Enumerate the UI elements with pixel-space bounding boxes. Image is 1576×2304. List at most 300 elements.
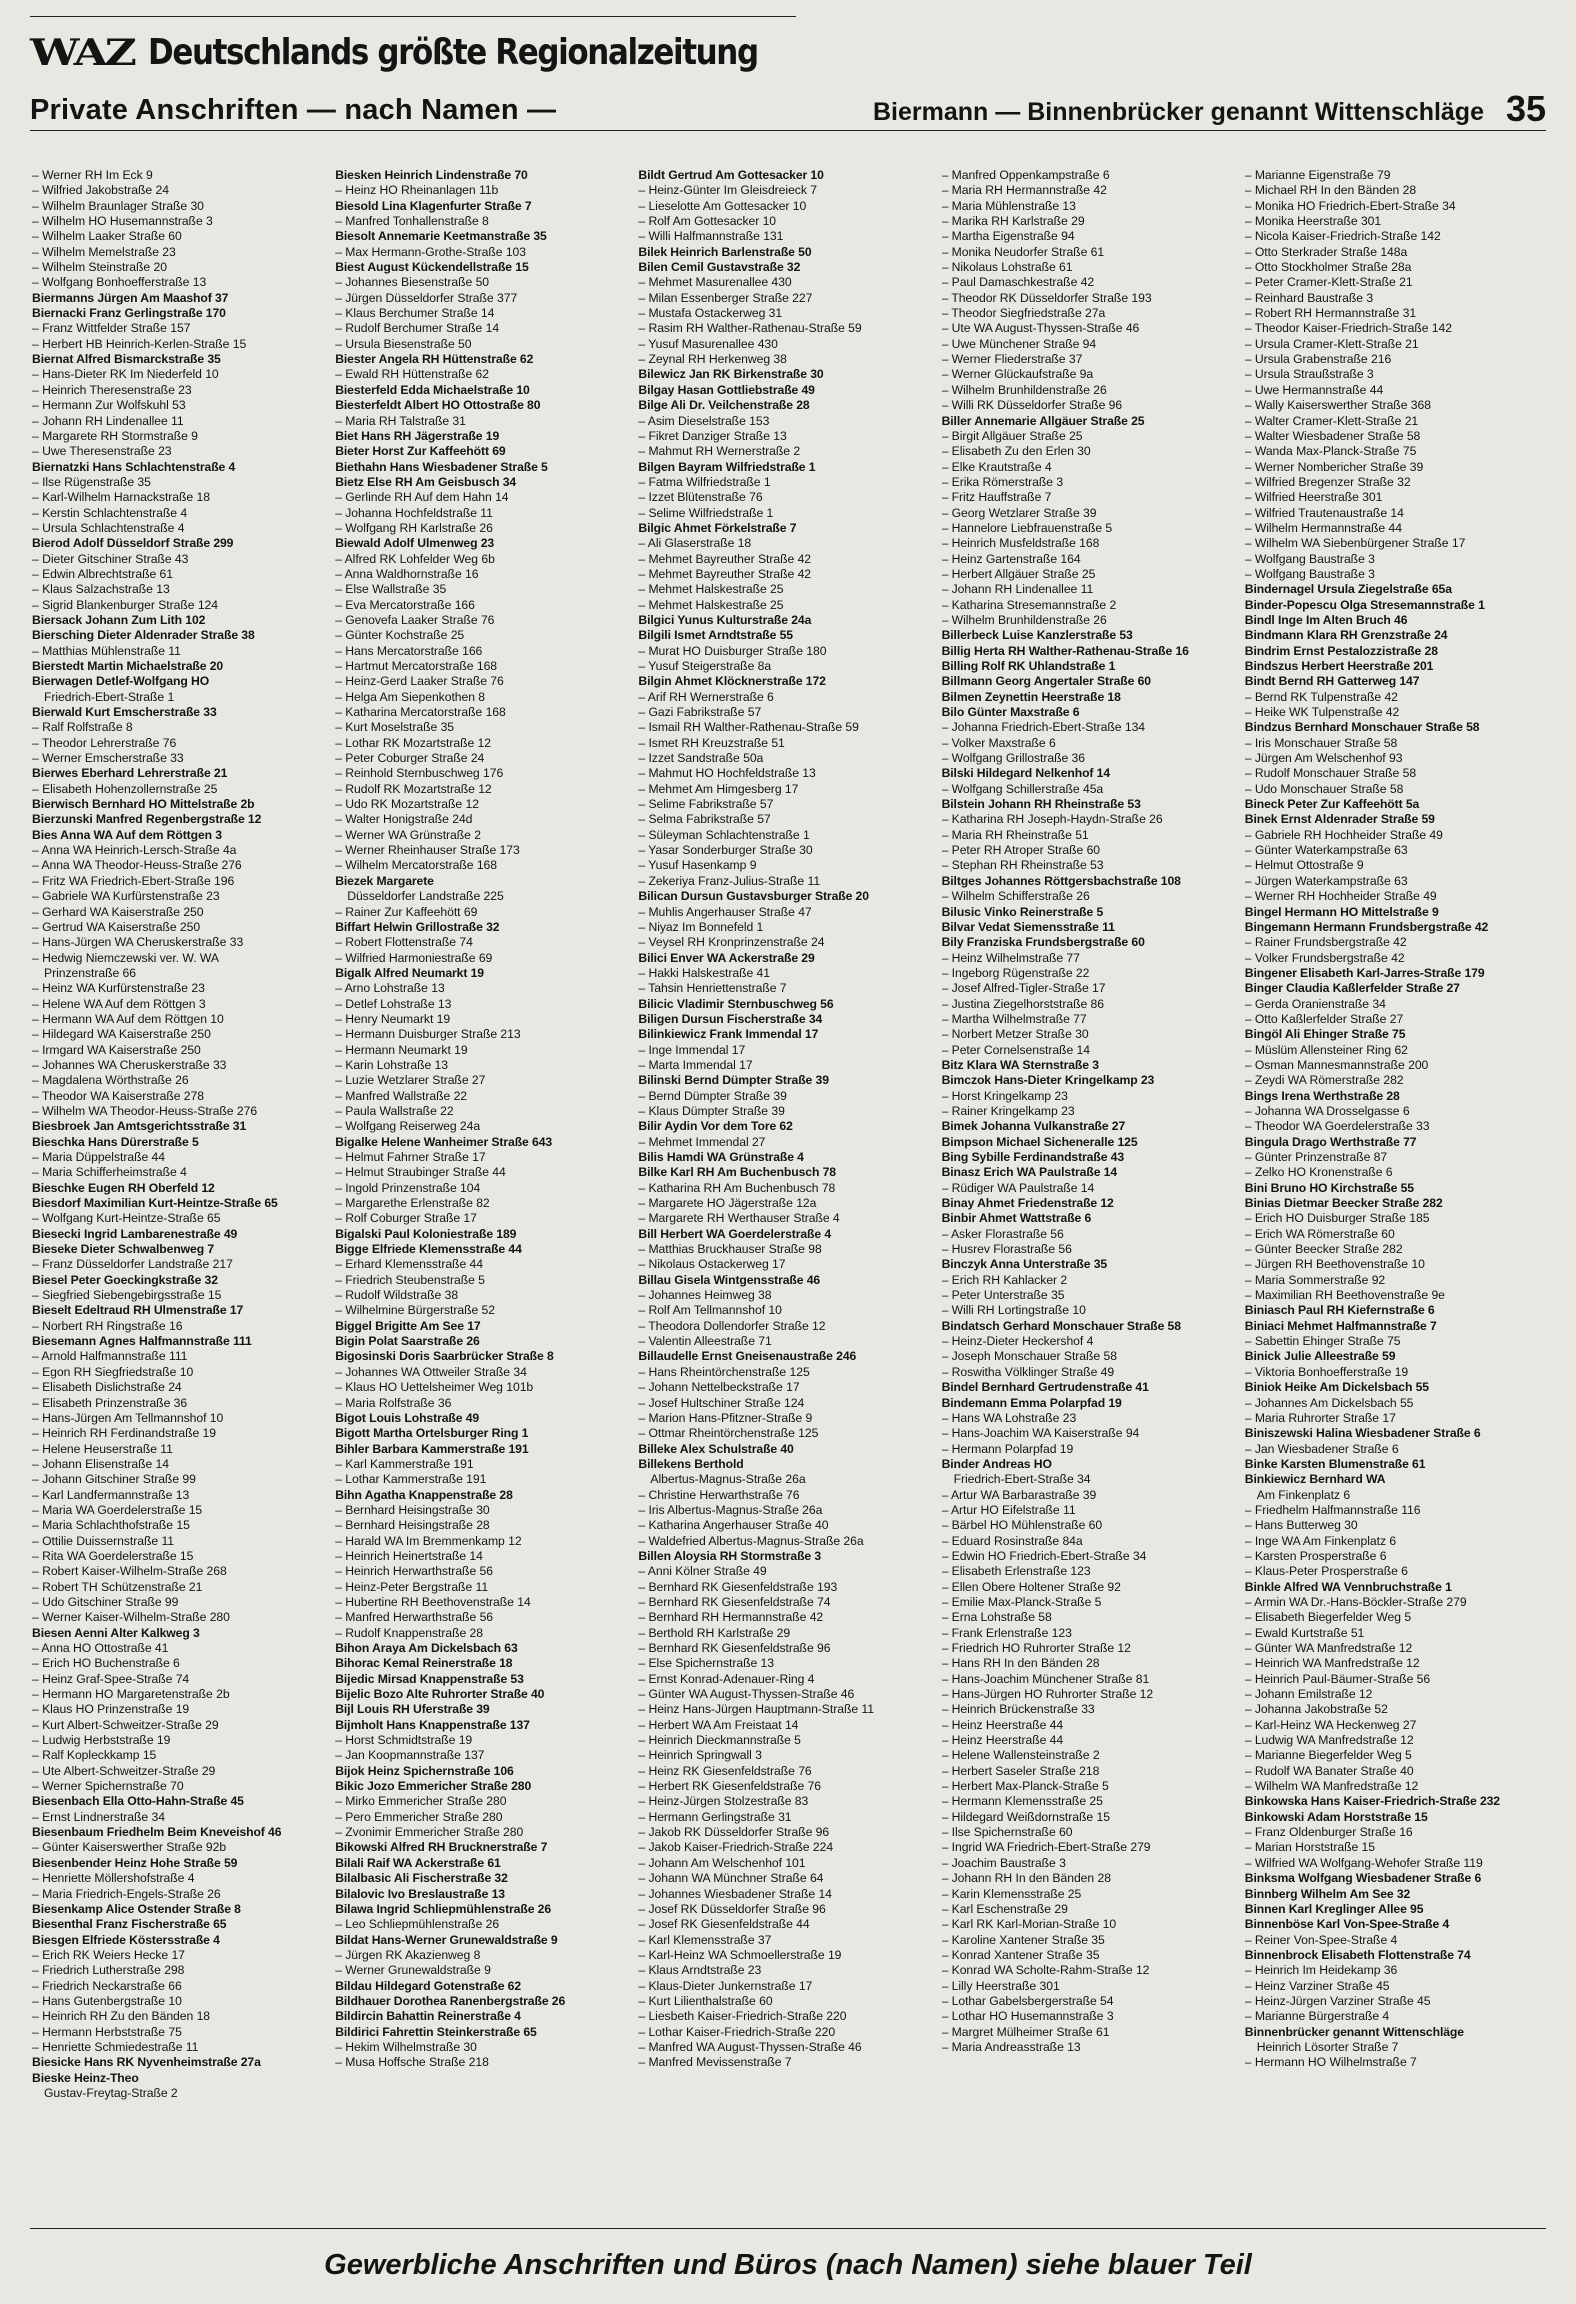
listing-entry: – Rudolf Berchumer Straße 14 bbox=[335, 321, 500, 336]
listing-surname-entry: Bily Franziska Frundsbergstraße 60 bbox=[941, 935, 1145, 950]
listing-surname-entry: Bilen Cemil Gustavstraße 32 bbox=[638, 260, 801, 275]
listing-entry: – Marion Hans-Pfitzner-Straße 9 bbox=[638, 1410, 813, 1425]
listing-entry: – Maria Sommerstraße 92 bbox=[1244, 1272, 1386, 1287]
listing-entry: – Heinz Wilhelmstraße 77 bbox=[941, 950, 1080, 965]
listing-entry: – Karl-Heinz WA Schmoellerstraße 19 bbox=[638, 1947, 842, 1962]
listing-surname-entry: Bies Anna WA Auf dem Röttgen 3 bbox=[32, 827, 222, 842]
listing-entry: – Otto Kaßlerfelder Straße 27 bbox=[1244, 1011, 1404, 1026]
listing-surname-entry: Bing Sybille Ferdinandstraße 43 bbox=[941, 1150, 1125, 1164]
listing-surname-entry: Binder-Popescu Olga Stresemannstraße 1 bbox=[1244, 597, 1485, 612]
listing-surname-entry: Bierstedt Martin Michaelstraße 20 bbox=[32, 659, 224, 673]
listing-entry: – Nikolaus Ostackerweg 17 bbox=[638, 1257, 786, 1272]
listing-surname-entry: Bigalke Helene Wanheimer Straße 643 bbox=[335, 1134, 553, 1149]
listing-entry: – Klaus Arndtstraße 23 bbox=[638, 1963, 762, 1978]
listing-entry: – Fikret Danziger Straße 13 bbox=[638, 428, 787, 443]
listing-surname-entry: Biesenthal Franz Fischerstraße 65 bbox=[32, 1917, 227, 1932]
listing-entry: – Werner Kaiser-Wilhelm-Straße 280 bbox=[32, 1610, 230, 1625]
listing-surname-entry: Bildhauer Dorothea Ranenbergstraße 26 bbox=[335, 1993, 566, 2008]
listing-surname-entry: Biesdorf Maximilian Kurt-Heintze-Straße 65 bbox=[32, 1196, 278, 1211]
listing-entry: – Maria Schlachthofstraße 15 bbox=[32, 1518, 190, 1533]
listing-entry: – Rudolf Monschauer Straße 58 bbox=[1244, 766, 1417, 781]
listing-surname-entry: Billeke Alex Schulstraße 40 bbox=[638, 1441, 794, 1456]
listing-entry: – Ingold Prinzenstraße 104 bbox=[335, 1180, 481, 1195]
listing-entry: – Elisabeth Dislichstraße 24 bbox=[32, 1380, 182, 1395]
listing-entry: – Hermann WA Auf dem Röttgen 10 bbox=[32, 1011, 224, 1026]
listing-entry: – Klaus Berchumer Straße 14 bbox=[335, 306, 495, 321]
listing-surname-entry: Bilalbasic Ali Fischerstraße 32 bbox=[335, 1871, 508, 1886]
listing-entry: – Katharina RH Am Buchenbusch 78 bbox=[638, 1180, 836, 1195]
listing-entry: – Jürgen Am Welschenhof 93 bbox=[1244, 751, 1403, 766]
listing-entry: – Maria Düppelstraße 44 bbox=[32, 1150, 165, 1164]
listing-entry: – Izzet Sandstraße 50a bbox=[638, 751, 764, 766]
listing-entry: – Margret Mülheimer Straße 61 bbox=[941, 2024, 1110, 2039]
listing-surname-entry: Bilvar Vedat Siemensstraße 11 bbox=[941, 919, 1115, 934]
listing-surname-entry: Binasz Erich WA Paulstraße 14 bbox=[941, 1165, 1118, 1180]
listing-entry: – Maria Friedrich-Engels-Straße 26 bbox=[32, 1886, 221, 1901]
listing-entry: – Klaus-Peter Prosperstraße 6 bbox=[1244, 1564, 1408, 1579]
listing-surname-entry: Bigott Martha Ortelsburger Ring 1 bbox=[335, 1426, 529, 1441]
listing-surname-entry: Bigge Elfriede Klemensstraße 44 bbox=[335, 1242, 522, 1257]
listing-surname-entry: Bieter Horst Zur Kaffeehött 69 bbox=[335, 444, 506, 459]
listing-entry: – Josef RK Düsseldorfer Straße 96 bbox=[638, 1901, 826, 1916]
listing-entry: – Peter Cornelsenstraße 14 bbox=[941, 1042, 1090, 1057]
listing-entry: – Josef Hultschiner Straße 124 bbox=[638, 1395, 805, 1410]
listing-column bbox=[1243, 168, 1546, 2101]
listing-surname-entry: Bingel Hermann HO Mittelstraße 9 bbox=[1244, 904, 1439, 919]
listing-surname-entry: Biesken Heinrich Lindenstraße 70 bbox=[335, 168, 528, 182]
listing-entry: – Johannes Biesenstraße 50 bbox=[335, 275, 490, 290]
listing-entry: – Maria Mühlenstraße 13 bbox=[941, 198, 1076, 213]
listing-entry: – Heinrich Herwarthstraße 56 bbox=[335, 1564, 493, 1579]
listing-entry: – Artur HO Eifelstraße 11 bbox=[941, 1502, 1076, 1517]
listing-entry: – Hans Gutenbergstraße 10 bbox=[32, 1993, 182, 2008]
listing-entry: – Margarete HO Jägerstraße 12a bbox=[638, 1196, 817, 1211]
listing-entry: – Hermann Neumarkt 19 bbox=[335, 1042, 468, 1057]
listing-surname-entry: Binke Karsten Blumenstraße 61 bbox=[1244, 1456, 1426, 1471]
listing-entry: – Uwe Hermannstraße 44 bbox=[1244, 382, 1384, 397]
listing-surname-entry: Binias Dietmar Beecker Straße 282 bbox=[1244, 1196, 1443, 1211]
listing-entry: – Franz Oldenburger Straße 16 bbox=[1244, 1825, 1413, 1840]
listing-entry: – Ottilie Duissernstraße 11 bbox=[32, 1533, 175, 1548]
listing-entry: – Reinhard Baustraße 3 bbox=[1244, 290, 1374, 305]
listing-entry: – Eduard Rosinstraße 84a bbox=[941, 1533, 1083, 1548]
listing-column bbox=[636, 168, 939, 2101]
listing-entry: – Siegfried Siebengebirgsstraße 15 bbox=[32, 1288, 222, 1303]
listing-surname-entry: Bill Herbert WA Goerdelerstraße 4 bbox=[638, 1226, 832, 1241]
listing-entry: – Sigrid Blankenburger Straße 124 bbox=[32, 597, 219, 612]
listing-entry: – Hans WA Lohstraße 23 bbox=[941, 1410, 1077, 1425]
listing-entry: – Bernhard RK Giesenfeldstraße 74 bbox=[638, 1594, 831, 1609]
listing-surname-entry: Bineck Peter Zur Kaffeehött 5a bbox=[1244, 797, 1420, 812]
listing-surname-entry: Bilawa Ingrid Schliepmühlenstraße 26 bbox=[335, 1901, 552, 1916]
name-range: Biermann — Binnenbrücker genannt Wittenschläge bbox=[873, 98, 1484, 126]
listing-entry: – Wolfgang Baustraße 3 bbox=[1244, 566, 1375, 581]
top-rule bbox=[30, 16, 796, 17]
listing-entry: – Hans-Jürgen Am Tellmannshof 10 bbox=[32, 1410, 224, 1425]
listing-entry: – Ernst Konrad-Adenauer-Ring 4 bbox=[638, 1671, 815, 1686]
listing-entry: – Heinrich Dieckmannstraße 5 bbox=[638, 1733, 801, 1748]
listing-entry: – Jürgen Waterkampstraße 63 bbox=[1244, 873, 1408, 888]
listing-surname-entry: Bingöl Ali Ehinger Straße 75 bbox=[1244, 1027, 1406, 1042]
listing-surname-entry: Bikic Jozo Emmericher Straße 280 bbox=[335, 1779, 532, 1794]
listing-surname-entry: Bindzus Bernhard Monschauer Straße 58 bbox=[1244, 720, 1480, 735]
listing-entry: – Mehmet Bayreuther Straße 42 bbox=[638, 551, 812, 566]
listing-entry: – Ralf Rolfstraße 8 bbox=[32, 720, 133, 735]
listing-entry: – Walter Honigstraße 24d bbox=[335, 812, 473, 827]
listing-surname-entry: Biethahn Hans Wiesbadener Straße 5 bbox=[335, 459, 548, 474]
listing-surname-entry: Bilir Aydin Vor dem Tore 62 bbox=[638, 1119, 793, 1134]
listing-entry: – Asker Florastraße 56 bbox=[941, 1226, 1064, 1241]
listing-entry: – Heinz Hans-Jürgen Hauptmann-Straße 11 bbox=[638, 1702, 874, 1717]
listing-entry: – Matthias Bruckhauser Straße 98 bbox=[638, 1242, 822, 1257]
listing-entry: – Udo Gitschiner Straße 99 bbox=[32, 1594, 179, 1609]
listing-surname-entry: Bildat Hans-Werner Grunewaldstraße 9 bbox=[335, 1932, 558, 1947]
listing-entry: – Mustafa Ostackerweg 31 bbox=[638, 306, 783, 321]
listing-column bbox=[30, 168, 333, 2101]
listing-surname-entry: Biet Hans RH Jägerstraße 19 bbox=[335, 428, 500, 443]
listing-entry: – Friedhelm Halfmannstraße 116 bbox=[1244, 1502, 1421, 1517]
listing-surname-entry: Billau Gisela Wintgensstraße 46 bbox=[638, 1272, 821, 1287]
listing-surname-entry: Bihorac Kemal Reinerstraße 18 bbox=[335, 1656, 513, 1671]
listing-entry: – Klaus HO Prinzenstraße 19 bbox=[32, 1702, 190, 1717]
listing-entry: – Arno Lohstraße 13 bbox=[335, 981, 445, 996]
listing-entry: – Ottmar Rheintörchenstraße 125 bbox=[638, 1426, 819, 1441]
listing-entry: – Herbert Allgäuer Straße 25 bbox=[941, 566, 1096, 581]
listing-surname-entry: Billekens Berthold bbox=[638, 1456, 744, 1471]
listing-surname-entry: Bindel Bernhard Gertrudenstraße 41 bbox=[941, 1380, 1149, 1395]
listing-entry: – Johannes Am Dickelsbach 55 bbox=[1244, 1395, 1414, 1410]
listing-entry: – Mirko Emmericher Straße 280 bbox=[335, 1794, 507, 1809]
listing-entry: – Otto Sterkrader Straße 148a bbox=[1244, 244, 1408, 259]
listing-entry: – Karl Kammerstraße 191 bbox=[335, 1456, 474, 1471]
listing-surname-entry: Biffart Helwin Grillostraße 32 bbox=[335, 919, 500, 934]
listing-surname-entry: Bini Bruno HO Kirchstraße 55 bbox=[1244, 1180, 1414, 1195]
listing-surname-entry: Bilici Enver WA Ackerstraße 29 bbox=[638, 950, 815, 965]
listing-entry: – Karsten Prosperstraße 6 bbox=[1244, 1548, 1387, 1563]
listing-surname-entry: Bindatsch Gerhard Monschauer Straße 58 bbox=[941, 1318, 1181, 1333]
listing-entry: – Ludwig Herbststraße 19 bbox=[32, 1733, 171, 1748]
listing-surname-entry: Bimek Johanna Vulkanstraße 27 bbox=[941, 1119, 1126, 1134]
listing-entry: – Werner Grunewaldstraße 9 bbox=[335, 1963, 491, 1978]
listing-entry: – Heinz Heerstraße 44 bbox=[941, 1733, 1064, 1748]
listing-entry: – Walter Cramer-Klett-Straße 21 bbox=[1244, 413, 1419, 428]
listing-entry: – Rudolf Wildstraße 38 bbox=[335, 1288, 459, 1303]
listing-entry: – Heinz-Peter Bergstraße 11 bbox=[335, 1579, 489, 1594]
listing-entry: – Hermann Klemensstraße 25 bbox=[941, 1794, 1103, 1809]
listing-surname-entry: Billen Aloysia RH Stormstraße 3 bbox=[638, 1548, 822, 1563]
listing-entry: – Waldefried Albertus-Magnus-Straße 26a bbox=[638, 1533, 864, 1548]
listing-entry: – Heinrich Paul-Bäumer-Straße 56 bbox=[1244, 1671, 1431, 1686]
listing-entry: – Jakob RK Düsseldorfer Straße 96 bbox=[638, 1825, 830, 1840]
listing-entry: – Maria Ruhrorter Straße 17 bbox=[1244, 1410, 1396, 1425]
listing-entry: – Margarethe Erlenstraße 82 bbox=[335, 1196, 490, 1211]
listing-surname-entry: Billaudelle Ernst Gneisenaustraße 246 bbox=[638, 1349, 857, 1364]
listing-entry: – Heinz HO Rheinanlagen 11b bbox=[335, 183, 499, 198]
listing-entry: – Hans Butterweg 30 bbox=[1244, 1518, 1358, 1533]
listing-surname-entry: Bingula Drago Werthstraße 77 bbox=[1244, 1134, 1417, 1149]
listing-entry: – Anna Waldhornstraße 16 bbox=[335, 566, 479, 581]
listing-surname-entry: Binkowska Hans Kaiser-Friedrich-Straße 232 bbox=[1244, 1794, 1500, 1809]
listing-entry: – Fatma Wilfriedstraße 1 bbox=[638, 474, 771, 489]
listing-surname-entry: Billerbeck Luise Kanzlerstraße 53 bbox=[941, 628, 1133, 643]
listing-entry: – Horst Kringelkamp 23 bbox=[941, 1088, 1068, 1103]
listing-surname-entry: Biesold Lina Klagenfurter Straße 7 bbox=[335, 198, 532, 213]
listing-entry: – Günter Waterkampstraße 63 bbox=[1244, 843, 1408, 858]
listing-entry: – Osman Mannesmannstraße 200 bbox=[1244, 1057, 1429, 1072]
listing-surname-entry: Bierwes Eberhard Lehrerstraße 21 bbox=[32, 766, 228, 781]
listing-surname-entry: Biesicke Hans RK Nyvenheimstraße 27a bbox=[32, 2055, 261, 2070]
listing-entry: – Robert Flottenstraße 74 bbox=[335, 935, 473, 950]
listing-entry: – Viktoria Bonhoefferstraße 19 bbox=[1244, 1364, 1409, 1379]
listing-entry: – Willi RH Lortingstraße 10 bbox=[941, 1303, 1086, 1318]
listing-surname-entry: Bilinski Bernd Dümpter Straße 39 bbox=[638, 1073, 829, 1088]
listing-entry: – Wilhelm HO Husemannstraße 3 bbox=[32, 214, 213, 229]
listing-entry: – Robert RH Hermannstraße 31 bbox=[1244, 306, 1417, 321]
listing-entry: – Kerstin Schlachtenstraße 4 bbox=[32, 505, 188, 520]
listing-entry: – Zekeriya Franz-Julius-Straße 11 bbox=[638, 873, 821, 888]
listing-surname-entry: Bimpson Michael Sicheneralle 125 bbox=[941, 1134, 1138, 1149]
listing-surname-entry: Bilgic Ahmet Förkelstraße 7 bbox=[638, 520, 797, 535]
listing-entry: – Karl RK Karl-Morian-Straße 10 bbox=[941, 1917, 1117, 1932]
listing-surname-entry: Binkowski Adam Horststraße 15 bbox=[1244, 1809, 1428, 1824]
listing-entry: – Süleyman Schlachtenstraße 1 bbox=[638, 827, 810, 842]
listing-surname-entry: Prinzenstraße 66 bbox=[44, 965, 137, 980]
listing-entry: – Werner RH Im Eck 9 bbox=[32, 168, 153, 182]
listing-entry: – Artur WA Barbarastraße 39 bbox=[941, 1487, 1097, 1502]
listing-surname-entry: Bilusic Vinko Reinerstraße 5 bbox=[941, 904, 1104, 919]
listing-entry: – Karl Klemensstraße 37 bbox=[638, 1932, 772, 1947]
listing-entry: – Heinz-Jürgen Varziner Straße 45 bbox=[1244, 1993, 1431, 2008]
listing-entry: – Erna Lohstraße 58 bbox=[941, 1610, 1052, 1625]
listing-surname-entry: Friedrich-Ebert-Straße 34 bbox=[953, 1472, 1091, 1487]
listing-surname-entry: Binnenbrock Elisabeth Flottenstraße 74 bbox=[1244, 1947, 1471, 1962]
listing-entry: – Peter Unterstraße 35 bbox=[941, 1288, 1065, 1303]
listing-entry: – Wilfried Jakobstraße 24 bbox=[32, 183, 169, 198]
listing-surname-entry: Bilski Hildegard Nelkenhof 14 bbox=[941, 766, 1111, 781]
listing-entry: – Wolfgang Kurt-Heintze-Straße 65 bbox=[32, 1211, 221, 1226]
listing-entry: – Nicola Kaiser-Friedrich-Straße 142 bbox=[1244, 229, 1441, 244]
listing-surname-entry: Bierzunski Manfred Regenbergstraße 12 bbox=[32, 812, 262, 827]
listing-surname-entry: Bilalovic Ivo Breslaustraße 13 bbox=[335, 1886, 505, 1901]
listing-entry: – Hermann Polarpfad 19 bbox=[941, 1441, 1074, 1456]
listing-entry: – Heinz Heerstraße 44 bbox=[941, 1717, 1064, 1732]
listing-surname-entry: Biniaci Mehmet Halfmannstraße 7 bbox=[1244, 1318, 1437, 1333]
listing-surname-entry: Biewald Adolf Ulmenweg 23 bbox=[335, 536, 495, 551]
listing-surname-entry: Billmann Georg Angertaler Straße 60 bbox=[941, 674, 1151, 689]
listing-entry: – Anni Kölner Straße 49 bbox=[638, 1564, 767, 1579]
listing-entry: – Margarete RH Stormstraße 9 bbox=[32, 428, 198, 443]
listing-entry: – Werner Spichernstraße 70 bbox=[32, 1779, 184, 1794]
listing-entry: – Marianne Eigenstraße 79 bbox=[1244, 168, 1391, 182]
listing-surname-entry: Bilis Hamdi WA Grünstraße 4 bbox=[638, 1150, 804, 1164]
listing-entry: – Hans-Dieter RK Im Niederfeld 10 bbox=[32, 367, 219, 382]
listing-entry: – Henriette Schmiedestraße 11 bbox=[32, 2039, 199, 2054]
listing-surname-entry: Biligen Dursun Fischerstraße 34 bbox=[638, 1011, 823, 1026]
listing-entry: – Lothar Gabelsbergerstraße 54 bbox=[941, 1993, 1114, 2008]
listing-entry: – Heinrich RH Zu den Bänden 18 bbox=[32, 2009, 211, 2024]
listing-surname-entry: Binick Julie Alleestraße 59 bbox=[1244, 1349, 1396, 1364]
listing-entry: – Ursula Grabenstraße 216 bbox=[1244, 352, 1392, 367]
listing-surname-entry: Biesterfeldt Albert HO Ottostraße 80 bbox=[335, 398, 541, 413]
listing-entry: – Ute WA August-Thyssen-Straße 46 bbox=[941, 321, 1140, 336]
listing-entry: – Bernhard RK Giesenfeldstraße 96 bbox=[638, 1641, 831, 1655]
listing-entry: – Stephan RH Rheinstraße 53 bbox=[941, 858, 1104, 873]
section-title: Private Anschriften — nach Namen — bbox=[30, 94, 557, 126]
listing-entry: – Gerlinde RH Auf dem Hahn 14 bbox=[335, 490, 509, 505]
listing-entry: – Ilse Spichernstraße 60 bbox=[941, 1825, 1073, 1840]
listing-entry: – Wilhelmine Bürgerstraße 52 bbox=[335, 1303, 495, 1318]
listing-entry: – Hermann Herbststraße 75 bbox=[32, 2024, 182, 2039]
listing-entry: – Monika Heerstraße 301 bbox=[1244, 214, 1382, 229]
listing-entry: – Martha Eigenstraße 94 bbox=[941, 229, 1075, 244]
listing-entry: – Johann RH Lindenallee 11 bbox=[32, 413, 184, 428]
listing-surname-entry: Bindmann Klara RH Grenzstraße 24 bbox=[1244, 628, 1448, 643]
listing-entry: – Theodor WA Goerdelerstraße 33 bbox=[1244, 1119, 1430, 1134]
listing-entry: – Johannes WA Ottweiler Straße 34 bbox=[335, 1364, 527, 1379]
listing-entry: – Hans Mercatorstraße 166 bbox=[335, 643, 483, 658]
listing-surname-entry: Friedrich-Ebert-Straße 1 bbox=[44, 689, 175, 704]
listing-entry: – Lothar Kammerstraße 191 bbox=[335, 1472, 487, 1487]
listing-surname-entry: Biesenbender Heinz Hohe Straße 59 bbox=[32, 1855, 238, 1870]
listing-entry: – Else Wallstraße 35 bbox=[335, 582, 447, 597]
listing-entry: – Jürgen Düsseldorfer Straße 377 bbox=[335, 290, 518, 305]
listing-entry: – Mehmet Bayreuther Straße 42 bbox=[638, 566, 812, 581]
listing-surname-entry: Biersching Dieter Aldenrader Straße 38 bbox=[32, 628, 255, 643]
listing-surname-entry: Bijok Heinz Spichernstraße 106 bbox=[335, 1763, 514, 1778]
listing-entry: – Erich RH Kahlacker 2 bbox=[941, 1272, 1068, 1287]
listing-entry: – Jan Koopmannstraße 137 bbox=[335, 1748, 485, 1763]
listing-entry: – Hermann HO Wilhelmstraße 7 bbox=[1244, 2055, 1417, 2070]
listing-entry: – Theodora Dollendorfer Straße 12 bbox=[638, 1318, 826, 1333]
listing-entry: – Erich HO Buchenstraße 6 bbox=[32, 1656, 180, 1671]
listing-entry: – Hakki Halskestraße 41 bbox=[638, 965, 770, 980]
listing-surname-entry: Bingener Elisabeth Karl-Jarres-Straße 179 bbox=[1244, 965, 1485, 980]
listing-entry: – Heinz Gartenstraße 164 bbox=[941, 551, 1081, 566]
listing-entry: – Murat HO Duisburger Straße 180 bbox=[638, 643, 827, 658]
listing-entry: – Tahsin Henriettenstraße 7 bbox=[638, 981, 787, 996]
listing-entry: – Henry Neumarkt 19 bbox=[335, 1011, 451, 1026]
listing-entry: – Rolf Am Gottesacker 10 bbox=[638, 214, 777, 229]
listing-entry: – Johann WA Münchner Straße 64 bbox=[638, 1871, 824, 1886]
listing-entry: – Christine Herwarthstraße 76 bbox=[638, 1487, 800, 1502]
listing-entry: – Rudolf RK Mozartstraße 12 bbox=[335, 781, 492, 796]
listing-entry: – Rudolf WA Banater Straße 40 bbox=[1244, 1763, 1414, 1778]
listing-entry: – Maria Schifferheimstraße 4 bbox=[32, 1165, 187, 1180]
listing-entry: – Mahmut HO Hochfeldstraße 13 bbox=[638, 766, 816, 781]
listing-surname-entry: Bieschka Hans Dürerstraße 5 bbox=[32, 1134, 199, 1149]
listing-entry: – Ursula Straußstraße 3 bbox=[1244, 367, 1374, 382]
listing-surname-entry: Biesecki Ingrid Lambarenestraße 49 bbox=[32, 1226, 238, 1241]
listing-entry: – Heinrich Musfeldstraße 168 bbox=[941, 536, 1100, 551]
listing-entry: – Ewald RH Hüttenstraße 62 bbox=[335, 367, 490, 382]
listing-entry: – Hermann Duisburger Straße 213 bbox=[335, 1027, 521, 1042]
listing-entry: – Johann Am Welschenhof 101 bbox=[638, 1855, 806, 1870]
listing-surname-entry: Bilgici Yunus Kulturstraße 24a bbox=[638, 612, 812, 627]
listing-entry: – Katharina Angerhauser Straße 40 bbox=[638, 1518, 829, 1533]
listing-entry: – Karl-Heinz WA Heckenweg 27 bbox=[1244, 1717, 1417, 1732]
listing-surname-entry: Biernat Alfred Bismarckstraße 35 bbox=[32, 352, 221, 367]
listing-entry: – Lieselotte Am Gottesacker 10 bbox=[638, 198, 807, 213]
listing-surname-entry: Bildau Hildegard Gotenstraße 62 bbox=[335, 1978, 522, 1993]
listing-entry: – Johannes Wiesbadener Straße 14 bbox=[638, 1886, 832, 1901]
listing-entry: – Elke Krautstraße 4 bbox=[941, 459, 1052, 474]
listing-entry: – Wilhelm Braunlager Straße 30 bbox=[32, 198, 204, 213]
listing-entry: – Marianne Bürgerstraße 4 bbox=[1244, 2009, 1390, 2024]
listing-entry: – Elisabeth Biegerfelder Weg 5 bbox=[1244, 1610, 1412, 1625]
listing-entry: – Josef Alfred-Tigler-Straße 17 bbox=[941, 981, 1106, 996]
listing-entry: – Rainer Zur Kaffeehött 69 bbox=[335, 904, 478, 919]
listing-surname-entry: Biesenkamp Alice Ostender Straße 8 bbox=[32, 1901, 241, 1916]
listing-entry: – Jürgen RH Beethovenstraße 10 bbox=[1244, 1257, 1425, 1272]
listing-entry: – Wolfgang Reiserweg 24a bbox=[335, 1119, 481, 1134]
listing-entry: – Joachim Baustraße 3 bbox=[941, 1855, 1066, 1870]
listing-entry: – Heinz WA Kurfürstenstraße 23 bbox=[32, 981, 205, 996]
listing-entry: – Veysel RH Kronprinzenstraße 24 bbox=[638, 935, 825, 950]
listing-entry: – Wilfried Trautenaustraße 14 bbox=[1244, 505, 1404, 520]
listing-entry: – Werner Fliederstraße 37 bbox=[941, 352, 1083, 367]
listing-surname-entry: Billing Rolf RK Uhlandstraße 1 bbox=[941, 659, 1116, 673]
listing-entry: – Werner WA Grünstraße 2 bbox=[335, 827, 481, 842]
listing-entry: – Manfred Tonhallenstraße 8 bbox=[335, 214, 489, 229]
listing-entry: – Luzie Wetzlarer Straße 27 bbox=[335, 1073, 486, 1088]
listing-entry: – Justina Ziegelhorststraße 86 bbox=[941, 996, 1104, 1011]
listing-entry: – Günter Kaiserswerther Straße 92b bbox=[32, 1840, 227, 1855]
listing-entry: – Uwe Theresenstraße 23 bbox=[32, 444, 172, 459]
listing-entry: – Lilly Heerstraße 301 bbox=[941, 1978, 1060, 1993]
listing-entry: – Johann Emilstraße 12 bbox=[1244, 1687, 1373, 1702]
listing-entry: – Friedrich Steubenstraße 5 bbox=[335, 1272, 485, 1287]
listing-entry: – Marika RH Karlstraße 29 bbox=[941, 214, 1085, 229]
listing-entry: – Selime Fabrikstraße 57 bbox=[638, 797, 774, 812]
listing-entry: – Jan Wiesbadener Straße 6 bbox=[1244, 1441, 1399, 1456]
listing-entry: – Fritz WA Friedrich-Ebert-Straße 196 bbox=[32, 873, 235, 888]
listing-surname-entry: Biermanns Jürgen Am Maashof 37 bbox=[32, 290, 229, 305]
listing-entry: – Johann Nettelbeckstraße 17 bbox=[638, 1380, 800, 1395]
listing-entry: – Müslüm Allensteiner Ring 62 bbox=[1244, 1042, 1408, 1057]
listing-surname-entry: Bigosinski Doris Saarbrücker Straße 8 bbox=[335, 1349, 554, 1364]
listing-entry: – Heinrich Brückenstraße 33 bbox=[941, 1702, 1095, 1717]
listing-entry: – Mehmet Immendal 27 bbox=[638, 1134, 766, 1149]
listing-entry: – Klaus HO Uettelsheimer Weg 101b bbox=[335, 1380, 534, 1395]
listing-entry: – Hans RH In den Bänden 28 bbox=[941, 1656, 1100, 1671]
listing-entry: – Mehmet Masurenallee 430 bbox=[638, 275, 792, 290]
listing-entry: – Hans Rheintörchenstraße 125 bbox=[638, 1364, 810, 1379]
listing-entry: – Ursula Schlachtenstraße 4 bbox=[32, 520, 185, 535]
listing-entry: – Wilhelm Brunhildenstraße 26 bbox=[941, 612, 1107, 627]
listing-surname-entry: Bindernagel Ursula Ziegelstraße 65a bbox=[1244, 582, 1452, 597]
listing-surname-entry: Biersack Johann Zum Lith 102 bbox=[32, 612, 206, 627]
listing-entry: – Rolf Coburger Straße 17 bbox=[335, 1211, 477, 1226]
listing-entry: – Maria RH Hermannstraße 42 bbox=[941, 183, 1107, 198]
listing-entry: – Nikolaus Lohstraße 61 bbox=[941, 260, 1073, 275]
listing-entry: – Elisabeth Zu den Erlen 30 bbox=[941, 444, 1091, 459]
listing-surname-entry: Billig Herta RH Walther-Rathenau-Straße 16 bbox=[941, 643, 1189, 658]
listing-entry: – Manfred Wallstraße 22 bbox=[335, 1088, 468, 1103]
listing-surname-entry: Binnenböse Karl Von-Spee-Straße 4 bbox=[1244, 1917, 1450, 1932]
listing-surname-entry: Bilicic Vladimir Sternbuschweg 56 bbox=[638, 996, 834, 1011]
listing-entry: – Josef RK Giesenfeldstraße 44 bbox=[638, 1917, 810, 1932]
listing-entry: – Bernhard RK Giesenfeldstraße 193 bbox=[638, 1579, 838, 1594]
listing-surname-entry: Biester Angela RH Hüttenstraße 62 bbox=[335, 352, 534, 367]
listing-entry: – Herbert Max-Planck-Straße 5 bbox=[941, 1779, 1109, 1794]
listing-entry: – Frank Erlenstraße 123 bbox=[941, 1625, 1072, 1640]
listing-surname-entry: Bilmen Zeynettin Heerstraße 18 bbox=[941, 689, 1121, 704]
listing-entry: – Heinz RK Giesenfeldstraße 76 bbox=[638, 1763, 812, 1778]
listing-entry: – Anna WA Heinrich-Lersch-Straße 4a bbox=[32, 843, 237, 858]
listing-entry: – Wolfgang Bonhoefferstraße 13 bbox=[32, 275, 207, 290]
listing-entry: – Günter Beecker Straße 282 bbox=[1244, 1242, 1403, 1257]
listing-entry: – Karl Landfermannstraße 13 bbox=[32, 1487, 190, 1502]
